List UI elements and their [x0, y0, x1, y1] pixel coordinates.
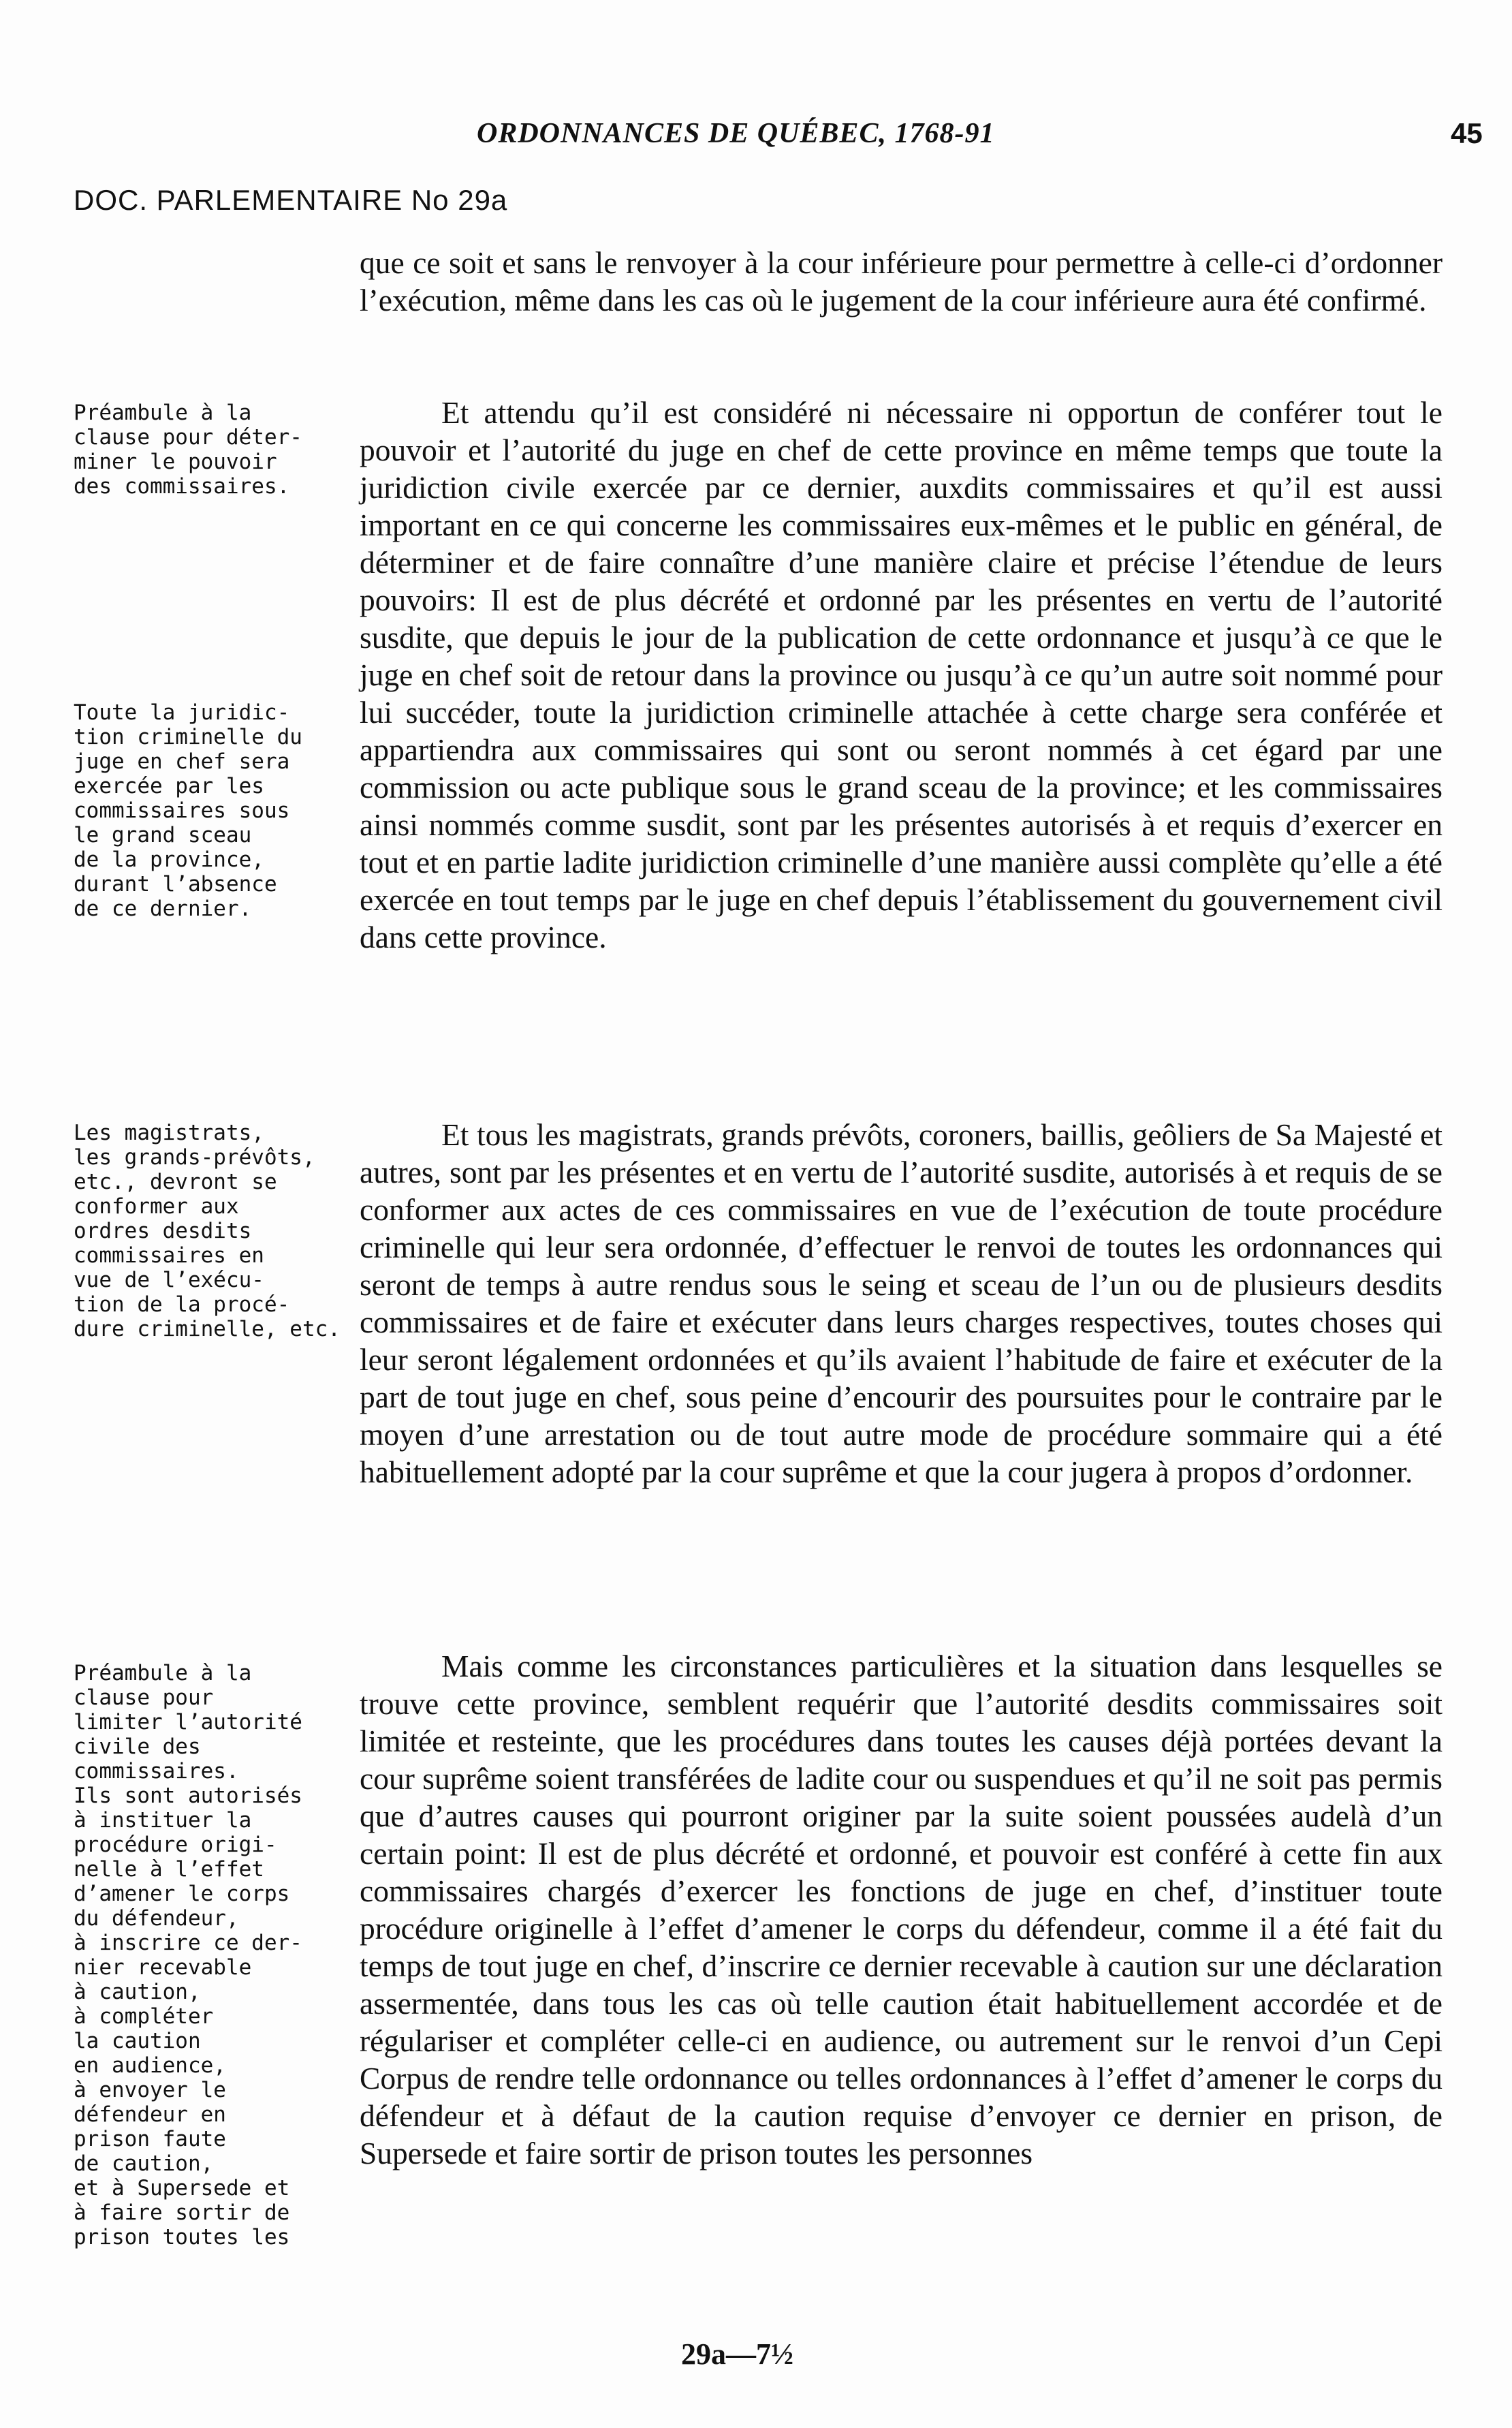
signature-mark: 29a—7½: [681, 2337, 793, 2371]
marginal-note-2: Toute la juridic- tion criminelle du juge en chef sera exercée par les commissaires sous le grand sceau de la province, durant l’absence de ce dernier.: [74, 700, 302, 921]
paragraph-1: que ce soit et sans le renvoyer à la cour inférieure pour permettre à celle-ci d’ordonner l’exécution, même dans les cas où le jugement de la cour inférieure aura été confirmé.: [360, 245, 1443, 317]
document-label: DOC. PARLEMENTAIRE No 29a: [74, 184, 508, 216]
page-number: 45: [1451, 117, 1483, 149]
paragraph-2: Et attendu qu’il est considéré ni nécessaire ni opportun de conférer tout le pouvoir et l’autorité du juge en chef de cette province en même temps que toute la juridiction civile exercée par ce dernier, auxdits commissaires et qu’il est aussi important en ce qui concerne les commissaires eux-mêmes et le public en général, de déterminer et de faire connaître d’une manière claire et précise l’étendue de leurs pouvoirs: Il est de plus décrété et ordonné par les présentes en vertu de l’autorité susdite, que depuis le jour de la publication de cette ordonnance et jusqu’à ce que le juge en chef soit de retour dans la province ou jusqu’à ce qu’un autre soit nommé pour lui succéder, toute la juridiction criminelle attachée à cette charge sera conférée et appartiendra aux commissaires qui sont ou seront nommés à cet égard par une commission ou acte publique sous le grand sceau de la province; et les commissaires ainsi nommés comme susdit, sont par les présentes autorisés à et requis d’exercer en tout et en partie ladite juridiction criminelle d’une manière aussi complète qu’elle a été exercée en tout temps par le juge en chef depuis l’établissement du gouvernement civil dans cette province.: [360, 395, 1443, 954]
paragraph-3: Et tous les magistrats, grands prévôts, coroners, baillis, geôliers de Sa Majesté et autres, sont par les présentes et en vertu de l’autorité susdite, autorisés à et requis de se conformer aux actes de ces commissaires en vue de l’exécution de toute procédure criminelle qui leur sera ordonnée, d’effectuer le renvoi de toutes les ordonnances qui seront de temps à autre rendus sous le seing et sceau de l’un ou de plusieurs desdits commissaires et de faire et exécuter dans leurs charges respectives, toutes choses qui leur seront légalement ordonnées et qu’ils avaient l’habitude de faire et exécuter de la part de tout juge en chef, sous peine d’encourir des poursuites pour le contraire par le moyen d’une arrestation ou de tout autre mode de procédure sommaire qui a été habituellement adopté par la cour suprême et que la cour jugera à propos d’ordonner.: [360, 1117, 1443, 1489]
marginal-note-4: Préambule à la clause pour limiter l’autorité civile des commissaires. Ils sont autorisés à instituer la procédure origi- nelle à l’effet d’amener le corps du défendeur, à inscrire ce der- nier recevable à caution, à compléter la caution en audience, à envoyer le défendeur en prison faute de caution, et à Supersede et à faire sortir de prison toutes les: [74, 1661, 302, 2250]
running-title: ORDONNANCES DE QUÉBEC, 1768-91: [477, 118, 995, 149]
marginal-note-1: Préambule à la clause pour déter- miner le pouvoir des commissaires.: [74, 401, 302, 499]
paragraph-4: Mais comme les circonstances particulières et la situation dans lesquelles se trouve cette province, semblent requérir que l’autorité desdits commissaires soit limitée et resteinte, que les procédures dans toutes les causes déjà portées devant la cour suprême soient transférées de ladite cour ou suspendues et qu’il ne soit pas permis que d’autres causes qui pourront originer par la suite soient poussées audelà d’un certain point: Il est de plus décrété et ordonné, et pouvoir est conféré à cette fin aux commissaires chargés d’exercer les fonctions de juge en chef, d’instituer toute procédure originelle à l’effet d’amener le corps du défendeur, comme il a été fait du temps de tout juge en chef, d’inscrire ce dernier recevable à caution sur une déclaration assermentée, dans tous les cas où telle caution était habituellement accordée et de régulariser et compléter celle-ci en audience, ou autrement sur le renvoi d’un Cepi Corpus de rendre telle ordonnance ou telles ordonnances à l’effet d’amener le corps du défendeur et à défaut de la caution requise d’envoyer ce dernier en prison, de Supersede et faire sortir de prison toutes les personnes: [360, 1649, 1443, 2170]
marginal-note-3: Les magistrats, les grands-prévôts, etc., devront se conformer aux ordres desdits commissaires en vue de l’exécu- tion de la procé- dure criminelle, etc.: [74, 1121, 341, 1341]
